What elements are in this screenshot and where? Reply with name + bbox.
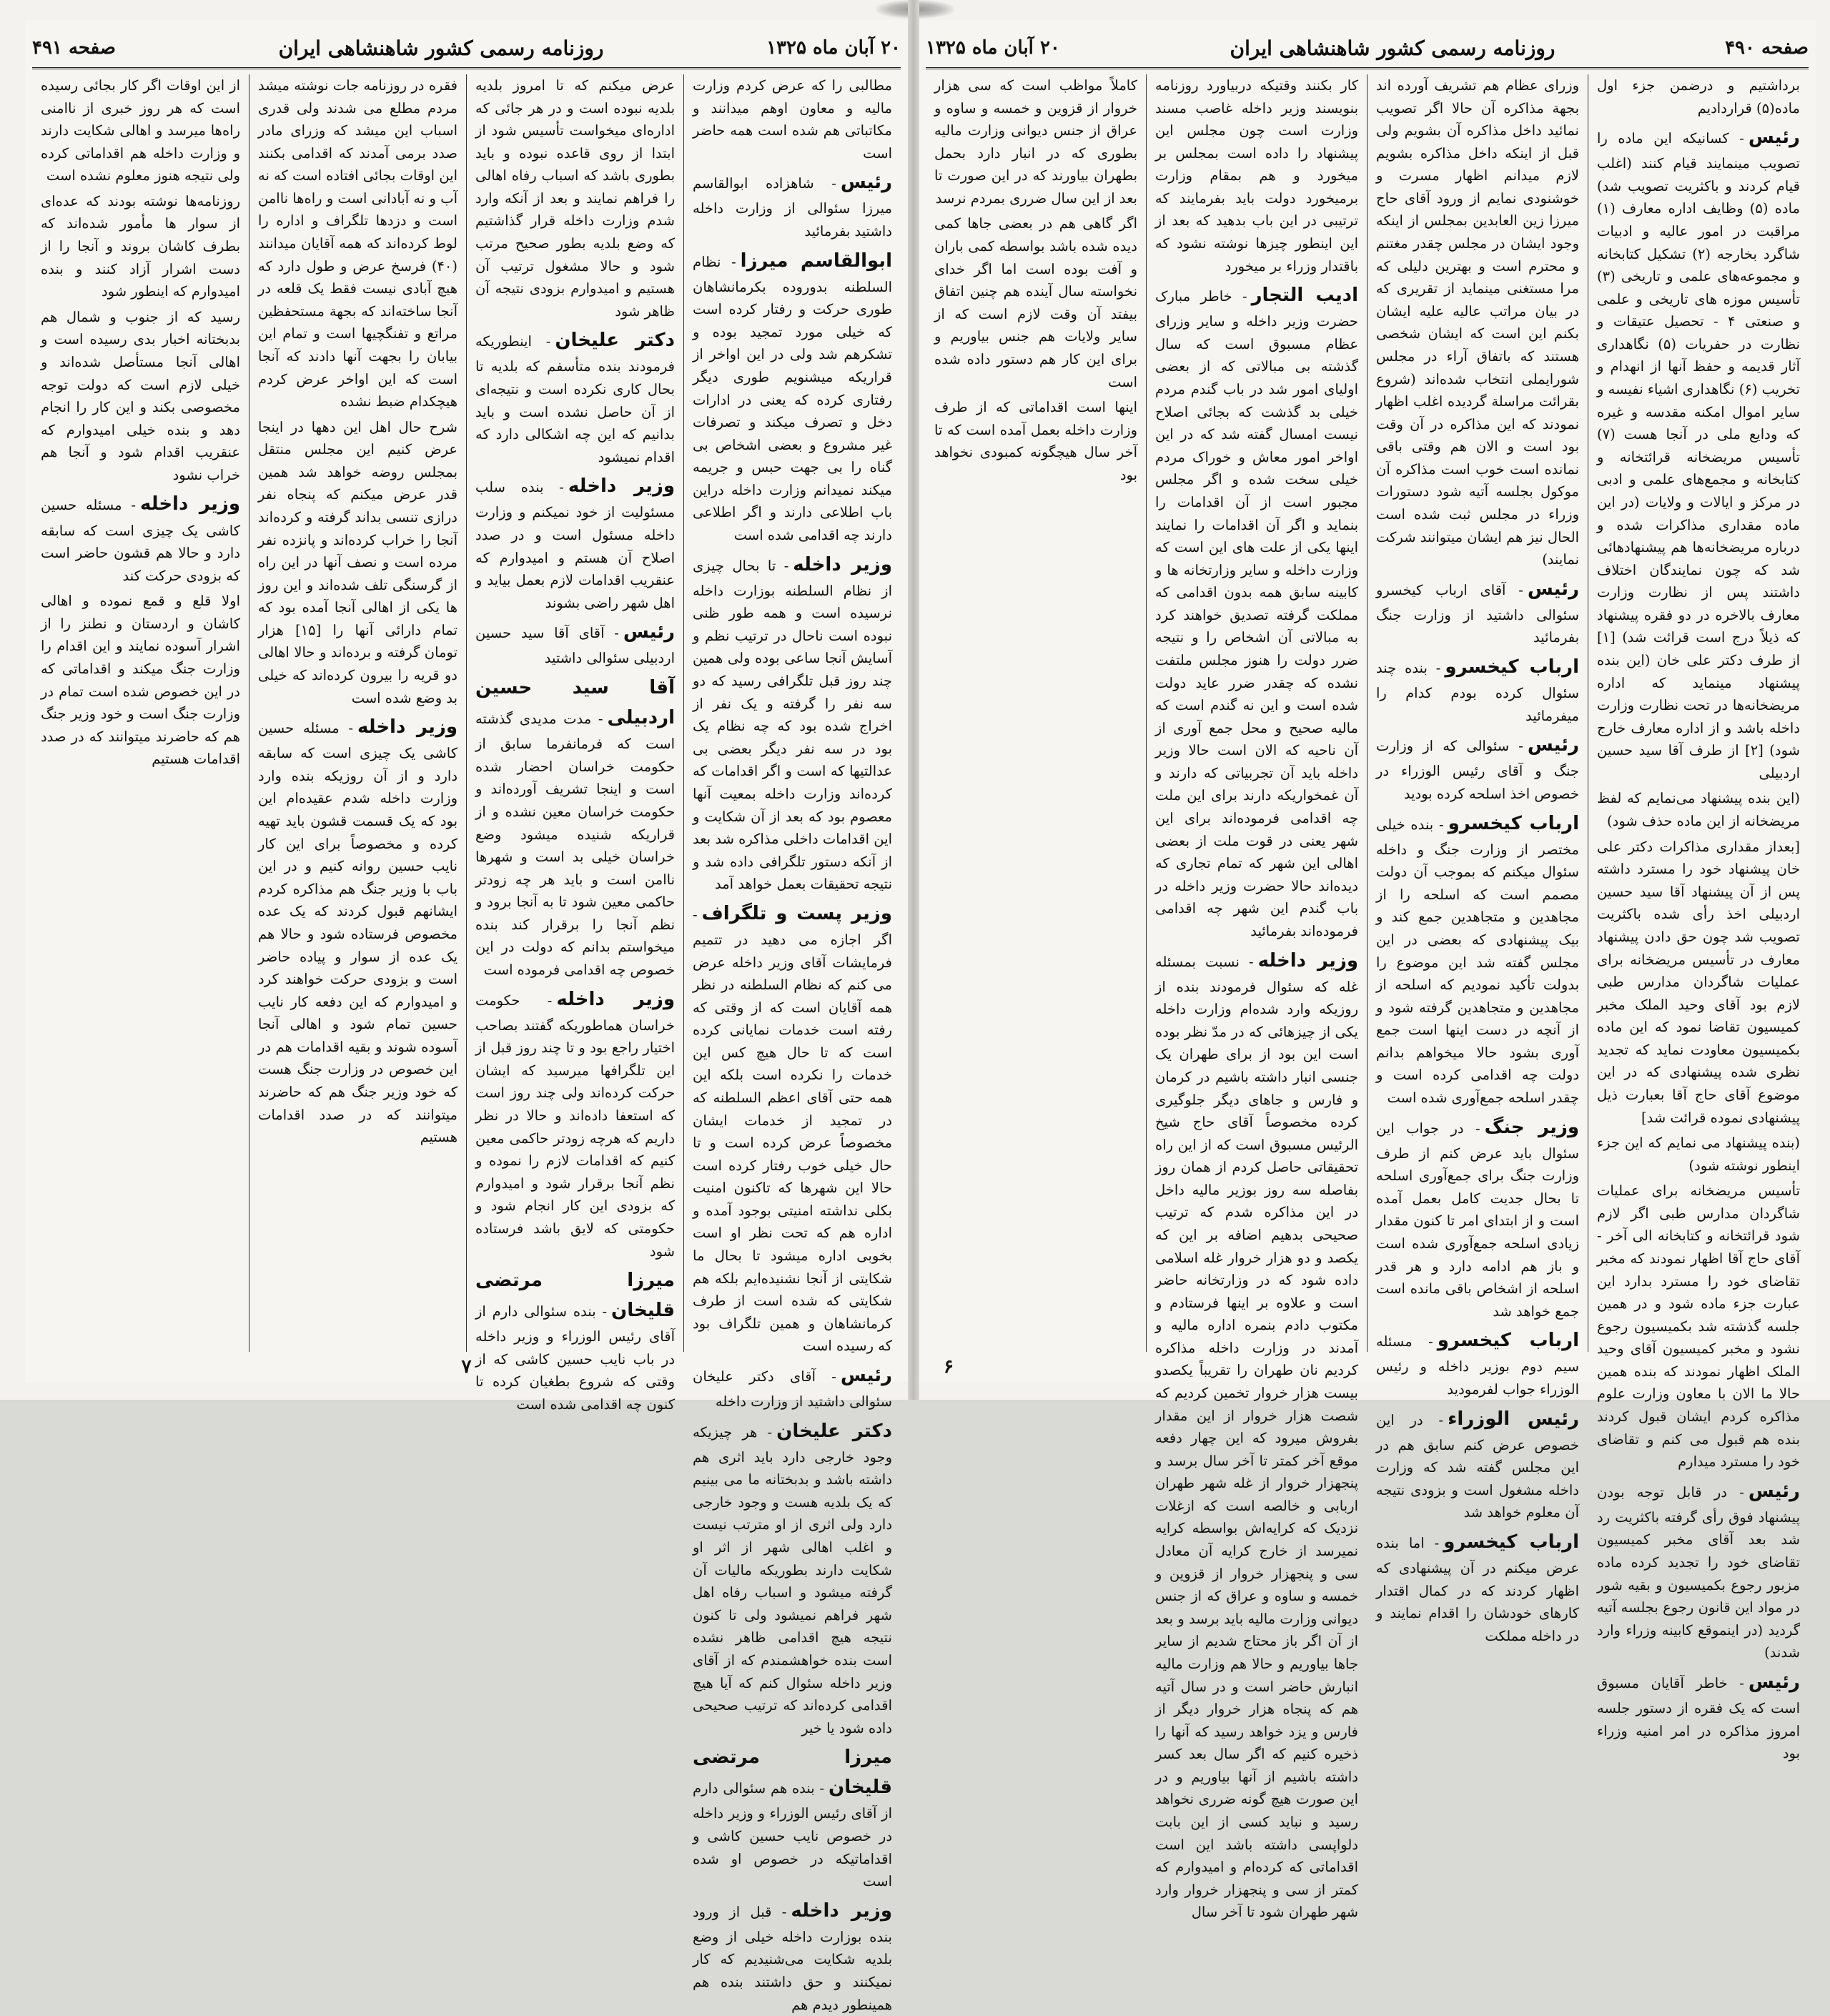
paragraph xyxy=(475,471,675,614)
speaker-name: وزیر داخله xyxy=(556,988,675,1010)
paragraph xyxy=(1376,74,1579,571)
paragraph-text: فقره در روزنامه جات نوشته میشد مردم مطلع می شدند ولی قدری اسباب این میشد که وزرای مادر صدد برمی آمدند که اقدامی بکنند این اوقات بجائی افتاده است که نه آب و نه آبادانی است و راه‌ها ناامن است و دزدها تلگراف و اداره را لوط کرده‌اند که همه آقایان میدانند (۴۰) فرسخ عرض و طول دارد که هیچ آبادی نیست فقط یک قلعه در آنجا ساخته‌اند که بجهة مستحفظین مراتع و تفنگچیها است و تمام این بیابان را بجهت آنها دادند که آنجا است که این اواخر عرض کردم هیچکدام ضبط نشده xyxy=(258,77,458,410)
speaker-name: میرزا مرتضی قلیخان xyxy=(475,1270,675,1322)
text-column xyxy=(683,74,901,2013)
paragraph xyxy=(1376,1112,1579,1323)
speaker-name: ادیب التجار xyxy=(1251,285,1358,307)
paragraph xyxy=(41,590,240,771)
paragraph xyxy=(934,396,1137,486)
speaker-name: رئیس xyxy=(1527,734,1579,756)
folio-left: ۷ xyxy=(461,1356,472,1378)
paragraph xyxy=(258,416,458,710)
paragraph xyxy=(1597,1476,1800,1664)
page-right xyxy=(919,20,1816,1921)
speaker-name: ابوالقاسم میرزا xyxy=(740,249,892,272)
paragraph-text: - بنده هم سئوالی دارم از آقای رئیس الوزراء و وزیر داخله در خصوص نایب حسین کاشی و اقداماتیکه در خصوص او شده است xyxy=(693,1780,892,1890)
paragraph xyxy=(934,74,1137,209)
speaker-name: رئیس xyxy=(840,1364,892,1386)
paragraph xyxy=(693,1896,892,2016)
paragraph-text: اولا قلع و قمع نموده و اهالی کاشان و اردستان و نطنز را از اشرار آسوده نمایند و این اقدام را وزارت جنگ میکند و اقداماتی که در این خصوص شده است تمام در وزارت جنگ است و خود وزیر جنگ هم که حاضرند میتوانند که در صدد اقدامات هستیم xyxy=(41,593,240,768)
paragraph-text: عرض میکنم که تا امروز بلدیه بلدیه نبوده است و در هر جائی که اداره‌ای میخواست تأسیس شود از ابتدا از روی قاعده نبوده و باید بطوری باشد که اسباب رفاه اهالی را فراهم نمایند و بعد از آنکه وارد شدم وزارت داخله قرار گذاشتیم که وضع بلدیه بطور صحیح مرتب شود و حالا مشغول ترتیب آن هستیم و امیدوارم بزودی نتیجه آن ظاهر شود xyxy=(475,77,675,320)
paragraph-text: شرح حال اهل این دهها در اینجا عرض کنیم این مجلس منتقل بمجلس روضه خواهد شد همین قدر عرض میکنم که پنجاه نفر درازی تنسی بداند گرفته و کرده‌اند آنجا را خراب کرده‌اند و پانزده نفر مرده است و نصف آنها در این راه از گرسنگی تلف شده‌اند و این روز ها یکی از اهالی آنجا آمده بود که تمام دارائی آنها را [۱۵] هزار تومان گرفته و برده‌اند و حالا اهالی دو قریه را بیرون کرده‌اند که خیلی بد وضع شده است xyxy=(258,418,458,706)
paragraph-text: - آقای ارباب کیخسرو سئوالی داشتید از وزارت جنگ بفرمائید xyxy=(1376,581,1579,646)
paragraph-text: (این بنده پیشنهاد می‌نمایم که لفظ مریضخانه از این ماده حذف شود) xyxy=(1597,790,1800,830)
paragraph-text: برداشتیم و درضمن جزء اول ماده(۵) قراردادیم xyxy=(1597,77,1800,117)
paragraph xyxy=(1597,1180,1800,1473)
paragraph xyxy=(1597,1132,1800,1177)
paragraph-text: از این اوقات اگر کار بجائی رسیده است که هر روز خبری از ناامنی راه‌ها میرسد و اهالی شکایت دارند و وزارت داخله هم اقداماتی کرده ولی نتیجه هنوز معلوم نشده است xyxy=(41,77,240,184)
paragraph-text: - در جواب این سئوال باید عرض کنم از طرف وزارت جنگ برای جمع‌آوری اسلحه تا بحال جدیت کامل بعمل آمده است و از ابتدای امر تا کنون مقدار زیادی اسلحه جمع‌آوری شده است و باز هم ادامه دارد و هر قدر اسلحه از اشخاص باقی مانده است جمع خواهد شد xyxy=(1376,1120,1579,1320)
paragraph-text: - مدت مدیدی گذشته است که فرمانفرما سابق از حکومت خراسان احضار شده است و اینجا تشریف آورده‌اند و حکومت خراسان معین نشده و از قراریکه شنیده میشود وضع خراسان خیلی بد است و شهرها ناامن است و باید هر چه زودتر حاکمی معین شود تا به آنجا برود و نظم آنجا را برقرار کند بنده میخواستم بدانم که دولت در این خصوص چه اقدامی فرموده است xyxy=(475,711,675,979)
paragraph xyxy=(475,617,675,670)
paragraph xyxy=(475,325,675,468)
paragraph-text: - شاهزاده ابوالقاسم میرزا سئوالی از وزارت داخله داشتید بفرمائید xyxy=(693,175,892,239)
paragraph xyxy=(41,306,240,487)
paragraph-text: تأسیس مریضخانه برای عملیات شاگردان مدارس طبی اگر لازم شود قرائتخانه و کتابخانه الی آخر - آقای حاج آقا اظهار نمودند که مخبر تقاضای خود را مسترد بدارد این عبارت جزء ماده شود و در همین جلسه گذشته شد بکمیسیون رجوع نشود و مخبر کمیسیون آقای وحید الملک اظهار نمودند که بنده همین حالا ما الان با معاون وزارت علوم مذاکره کردم ایشان قبول کردند بنده هم قبول می کنم و تقاضای خود را مسترد میدارم xyxy=(1597,1182,1800,1471)
paragraph-text: - خاطر مبارک حضرت وزیر داخله و سایر وزرای عظام مسبوق است که سال گذشته بی مبالاتی که از بعضی اولیای امور شد در باب گندم مردم خیلی بد گذشت که بجائی اصلاح نیست امسال گفته شد که در این اواخر امور معاش و خوراک مردم خیلی سخت شده و اگر مجلس مجبور است از آن اقدامات را بنماید و اگر آن اقدامات را نمایند اینها یکی از علت های این است که وزارت داخله و سایر وزارتخانه ها و کابینه سابق همه بدون اقدامی که مملکت گرفته تصدیق خواهند کرد به مبالاتی آن اشخاص را و نتیجه ضرر دولت را هنوز مجلس ملتفت نشده که چقدر ضرر عاید دولت شده است و این نه گندم است که مالیه صحیح و محل جمع آوری از آن ناحیه که الان است حالا وزیر داخله باید آن تجربیاتی که دارند و آن غمخواریکه دارند برای این ملت چه اقدامی فرموده‌اند برای این شهر یعنی در قوت ملت از بعضی اهالی این شهر که تمام تجاری که دیده‌اند حالا حضرت وزیر داخله در باب گندم این شهر چه اقدامی فرموده‌اند بفرمائید xyxy=(1155,288,1358,939)
speaker-name: وزیر داخله xyxy=(1257,949,1358,972)
issue-date: ۲۰ آبان ماه ۱۳۲۵ xyxy=(926,37,1060,59)
paragraph xyxy=(1376,574,1579,649)
paragraph-text: - بنده خیلی مختصر از وزارت جنگ و داخله سئوال میکنم که بموجب آن دولت مصمم است که اسلحه را از مجاهدین و متجاهدین جمع کند و بیک پیشنهادی که بعضی در این مجلس گفته شد این موضوع را بدولت تأکید نمودیم که اسلحه از مجاهدین و متجاهدین گرفته شود و از آنچه در دست اینها است جمع آوری بشود حالا میخواهم بدانم دولت چه اقدامی کرده است و چقدر اسلحه جمع‌آوری شده است xyxy=(1376,816,1579,1106)
newspaper-title: روزنامه رسمی کشور شاهنشاهی ایران xyxy=(1230,36,1556,60)
speaker-name: وزیر داخله xyxy=(793,553,893,575)
paragraph xyxy=(475,74,675,322)
text-column xyxy=(249,74,466,1352)
speaker-name: رئیس الوزراء xyxy=(1448,1408,1579,1430)
paragraph xyxy=(1597,122,1800,784)
paragraph xyxy=(693,74,892,164)
paragraph-text: - در قابل توجه بودن پیشنهاد فوق رأی گرفته باکثریت رد شد بعد آقای مخبر کمیسیون تقاضای خود را تجدید کرده ماده مزبور رجوع بکمیسیون و بقیه شور در مواد این قانون رجوع بجلسه آتیه گردید (در اینموقع کابینه وزراء وارد شدند) xyxy=(1597,1483,1800,1661)
paragraph xyxy=(1376,730,1579,805)
paragraph-text: - کسانیکه این ماده را تصویب مینمایند قیام کنند (اغلب قیام کردند و باکثریت تصویب شد) ماده (۵) وظایف اداره معارف (۱) مراقبت در امور عالیه و ادبیات شاگرد بخارجه (۲) تشکیل کتابخانه و مجموعه‌های علمی و تاریخی (۳) تأسیس موزه های تاریخی و علمی و صنعتی ۴ - تحصیل عتیقات و نظارت در حفریات (۵) نگاهداری آثار قدیمه و حفظ آنها از انهدام و تخریب (۶) نگاهداری اشیاء نفیسه و سایر اموال امکنه مقدسه و غیره که ودایع ملی در آنجا هست (۷) تأسیس مریضخانه قرائتخانه و کتابخانه و مجمع‌های علمی و ادبی در مرکز و ایالات و ولایات (در این ماده مقداری مذاکرات شده و درباره مریضخانه‌ها هم پیشنهادهائی شد که چون نمایندگان اختلاف داشتند پس از نظارت وزارت معارف بالاخره در دو فقره پیشنهاد که ذیلاً درج است قرائت شد) [۱] از طرف دکتر علی خان (این بنده پیشنهاد مینماید که اداره مریضخانه‌ها در تحت نظارت وزارت داخله باشد و از اداره معارف خارج شود) [۲] از طرف آقا سید حسین اردبیلی xyxy=(1597,130,1801,781)
page-left xyxy=(25,20,908,2013)
paragraph-text: وزرای عظام هم تشریف آورده اند بجهة مذاکره آن حالا اگر تصویب نمائید داخل مذاکره آن بشویم ولی قبل از اینکه داخل مذاکره بشویم لازم میدانم اظهار مسرت و خوشنودی نمایم از ورود آقای حاج میرزا زین العابدین بمجلس از اینکه وجود ایشان در مجلس چقدر مغتنم و محترم است و بهترین دلیلی که مرا مستغنی مینماید از تقریری که در بیان مراتب عالیه علیه ایشان بکنم این است که ایشان شخصی هستند که باتفاق آراء در مجلس شورایملی انتخاب شده‌اند (شروع بقرائت مراسلة گردیده اغلب اظهار نمودند که این مذاکره در آن وقت بود است و الان هم وقتی باقی نمانده است خوب است مذاکره آن موکول بجلسه آتیه شود دستورات وزراء در مجلس ثبت شده است الحال نیز هم ایشان میتوانند شرکت نمایند) xyxy=(1376,77,1579,568)
paragraph xyxy=(934,212,1137,393)
paragraph-text: - نسبت بمسئله غله که سئوال فرمودند بنده از روزیکه وارد شده‌ام وزارت داخله یکی از چیزهائی که در مدّ نظر بوده است این بود از برای طهران یک جنسی انبار داشته باشیم در کرمان و فارس و جاهای دیگر جلوگیری کرده مخصوصاً آقای حاج شیخ الرئیس مسبوق است که از این راه تحقیقاتی حاصل کردم از همان روز بفاصله سه روز بوزیر مالیه داخل در این مذاکره شدم که ترتیب صحیحی بدهیم اضافه بر این که یکصد و دو هزار خروار غله اسلامی داده شود که در وزارتخانه حاضر است و علاوه بر اینها فرستادم و مکتوب دادم بنمره اداره مالیه و آمدند در وزارت داخله مذاکره کردیم نان طهران را تقریباً یکصدو بیست هزار خروار تخمین کردیم که شصت هزار خروار از این مقدار بفروش میرود که این چهار دفعه موقع آخر کمتر تا آخر سال برسد و پنجهزار خروار از غله شهر طهران اربابی و خالصه است که ازغلات نزدیک که کرایه‌اش بواسطه کرایه نمیرسد از خارج کرایه آن معادل سی و پنجهزار خروار از قزوین و خمسه و ساوه و عراق که از جنس دیوانی وزارت مالیه باید برسد و بعد از آن اگر باز محتاج شدیم از سایر جاها بیاوریم و حالا هم وزارت مالیه انبارش حاضر است و در سال آتیه هم که پنجاه هزار خروار دیگر از فارس و یزد خواهد رسید که آنها را ذخیره کنیم که اگر سال بعد کسر داشته باشیم از آنها بیاوریم و در این صورت هیچ گونه ضرری نخواهد رسید و نباید کسی از این بابت دلواپسی داشته باشد این است اقداماتی که کرده‌ام و امیدوارم که کمتر از سی و پنجهزار خروار وارد شهر طهران شود تا آخر سال xyxy=(1155,953,1358,1921)
newspaper-title: روزنامه رسمی کشور شاهنشاهی ایران xyxy=(278,36,604,60)
paragraph-text: - هر چیزیکه وجود خارجی دارد باید اثری هم داشته باشد و بدبختانه ما می بینیم که یک بلدیه هست و وجود خارجی دارد ولی اثری از او مترتب نیست و اغلب اهالی شهر از اثر او شکایت دارند بطوریکه مالیات آن گرفته میشود و اسباب رفاه اهل شهر فراهم نمیشود ولی تا کنون نتیجه هیچ اقدامی ظاهر نشده است بنده خواهشمندم که از آقای وزیر داخله سئوال کنم که آیا هیچ اقدامی کرده‌اند که ترتیب صحیحی داده شود یا خیر xyxy=(693,1423,892,1736)
paragraph-text: اگر گاهی هم در بعضی جاها کمی دیده شده باشد بواسطه کمی باران و آفت بوده است اما اگر خدای نخواسته سال آینده هم چنین اتفاق بیفتد آن وقت لازم است که از سایر ولایات هم جنس بیاوریم و برای این کار هم دستور داده شده است xyxy=(934,215,1137,390)
running-head-left xyxy=(32,29,901,69)
text-column xyxy=(926,74,1146,1352)
paragraph xyxy=(1155,946,1358,1924)
paragraph-text: - آقای آقا سید حسین اردبیلی سئوالی داشتید xyxy=(475,625,675,667)
folio-right: ۶ xyxy=(944,1356,954,1378)
paragraph-text: [بعداز مقداری مذاکرات دکتر علی خان پیشنهاد خود را مسترد داشته پس از آن پیشنهاد آقا سید حسین اردبیلی اخذ رأی شده باکثریت تصویب شد چون حق دادن پیشنهاد معارف در تأسیس مریضخانه برای عملیات شاگردان مدارس طبی لازم بود آقای وحید الملک مخبر کمیسیون تقاضا نمود که این ماده بکمیسیون معاودت نماید که تجدید نظری شده پیشنهادی که در این موضوع آقای حاج آقا بعبارت ذیل پیشنهادی نموده قرائت شد] xyxy=(1597,838,1800,1126)
running-head-right xyxy=(926,29,1809,69)
paragraph xyxy=(1597,836,1800,1130)
paragraph-text: - سئوالی که از وزارت جنگ و آقای رئیس الوزراء در خصوص اخذ اسلحه کرده بودید xyxy=(1376,738,1579,802)
speaker-name: رئیس xyxy=(1748,1671,1800,1693)
speaker-name: وزیر پست و تلگراف xyxy=(701,902,892,924)
speaker-name: رئیس xyxy=(623,621,675,643)
paragraph xyxy=(258,74,458,413)
paragraph xyxy=(258,712,458,1149)
page-number-label: صفحه ۴۹۱ xyxy=(32,37,116,59)
paragraph-text: - قبل از ورود بنده بوزارت داخله خیلی از وضع بلدیه شکایت می‌شنیدیم که کار نمیکنند و حق داشتند بنده هم همینطور دیدم هم xyxy=(693,1903,892,2013)
paragraph-text: - اگر اجازه می دهید در تتمیم فرمایشات آقای وزیر داخله عرض می کنم که نظام السلطنه در نظر همه آقایان است که از وقتی که رفته است خدمات نمایانی کرده است که تا حال هیچ کس این خدمات را نکرده است بلکه این همه حتی آقای اعظم السلطنه که در تمجید از خدمات ایشان مخصوصاً عرض کرده است و تا حال خیلی خوب رفتار کرده است حالا این شهرها که تاکنون امنیت بکلی نداشته امنیتی بوجود آمده و اداره هم که تحت نظر او است بخوبی اداره میشود تا بحال ما شکایتی از آنجا نشنیده‌ایم بلکه هم شکایتی که شده است از طرف کرمانشاهان و همین تلگراف بود که رسیده است xyxy=(693,906,892,1355)
paragraph-text: رسید که از جنوب و شمال هم بدبختانه اخبار بدی رسیده است و اهالی آنجا مستأصل شده‌اند و خیلی لازم است که دولت توجه مخصوصی بکند و این کار را انجام دهد و بنده خیلی امیدوارم که عنقریب اقدام شود و آنجا هم خراب نشود xyxy=(41,308,240,483)
speaker-name: دکتر علیخان xyxy=(555,330,676,352)
page-number-label: صفحه ۴۹۰ xyxy=(1725,37,1809,59)
paragraph-text: اینها است اقداماتی که از طرف وزارت داخله بعمل آمده است که تا آخر سال هیچگونه کمبودی نخواهد بود xyxy=(934,399,1137,483)
speaker-name: میرزا مرتضی قلیخان xyxy=(693,1746,892,1799)
paragraph-text: - نظام السلطنه بدوروده بکرمانشاهان طوری حرکت و رفتار کرده است که خیلی مورد تمجید بوده و تشکرهم شد ولی در این اواخر از قراریکه میشنویم طوری دیگر رفتاری کرده که یعنی در ادارات دخل و تصرف میکند و تصرفات غیر مشروع و بعضی اشخاص بی گناه را بی جهت حبس و جریمه میکند نمیدانم وزارت داخله دراین باب اطلاعی دارند و اگر اطلاعی دارند چه اقدامی شده است xyxy=(693,253,892,544)
paragraph xyxy=(1376,652,1579,727)
columns-right xyxy=(926,74,1809,1921)
paragraph xyxy=(1376,809,1579,1110)
columns-left xyxy=(32,74,901,2013)
paragraph xyxy=(1597,74,1800,119)
paragraph-text: (بنده پیشنهاد می نمایم که این جزء اینطور نوشته شود) xyxy=(1597,1135,1800,1174)
paragraph xyxy=(1155,74,1358,277)
paragraph xyxy=(1597,1667,1800,1765)
speaker-name: وزیر داخله xyxy=(139,493,240,515)
issue-date: ۲۰ آبان ماه ۱۳۲۵ xyxy=(766,37,901,59)
paragraph xyxy=(1376,1527,1579,1647)
paragraph-text: کاملاً مواظب است که سی هزار خروار از قزوین و خمسه و ساوه و عراق از جنس دیوانی وزارت مالیه بطوری که در انبار دارد بحمل بطهران بیاورند که در این صورت تا بعد از این سال ضرری بمردم نرسد xyxy=(934,77,1137,207)
paragraph xyxy=(41,489,240,587)
paragraph-text: - آقای دکتر علیخان سئوالی داشتید از وزارت داخله xyxy=(693,1368,892,1410)
speaker-name: وزیر جنگ xyxy=(1484,1116,1579,1138)
paragraph xyxy=(693,167,892,242)
paragraph xyxy=(693,246,892,547)
speaker-name: ارباب کیخسرو xyxy=(1448,812,1579,834)
paragraph-text: - حکومت خراسان هماطوریکه گفتند بصاحب اختیار راجع بود و تا چند روز قبل از این تلگرافها میرسید که ایشان حرکت کرده‌اند ولی چند روز است که استعفا داده‌اند و حالا در نظر داریم که هرچه زودتر حاکمی معین کنیم که اقدامات لازم را نموده و نظم آنجا برقرار شود و امیدوارم که بزودی این کار انجام شود و حکومتی که لایق باشد فرستاده شود xyxy=(475,992,675,1260)
paragraph-text: - مسئله حسین کاشی یک چیزی است که سابقه دارد و حالا هم قشون حاضر است که بزودی حرکت کند xyxy=(41,497,240,584)
paragraph-text: - در این خصوص عرض کنم سابق هم در این مجلس گفته شد که وزارت داخله مشغول است و بزودی نتیجه آن معلوم خواهد شد xyxy=(1376,1411,1579,1521)
speaker-name: ارباب کیخسرو xyxy=(1443,1531,1579,1553)
text-column xyxy=(466,74,683,1413)
paragraph-text: - اینطوریکه فرمودند بنده متأسفم که بلدیه تا بحال کاری نکرده است و نتیجه‌ای از آن حاصل نشده است و باید بدانیم که این چه اشکالی دارد که اقدام نمیشود xyxy=(475,333,675,465)
paragraph-text: - مسئله سیم دوم بوزیر داخله و رئیس الوزراء جواب لفرمودید xyxy=(1376,1333,1579,1398)
paragraph xyxy=(693,550,892,896)
speaker-name: دکتر علیخان xyxy=(776,1420,892,1442)
paragraph xyxy=(693,899,892,1358)
paragraph-text: - بنده سلب مسئولیت از خود نمیکنم و وزارت داخله مسئول است و در صدد اصلاح آن هستم و امیدوارم که عنقریب اقدامات لازم بعمل بیاید و اهل شهر راضی بشوند xyxy=(475,479,675,611)
paragraph xyxy=(475,673,675,982)
text-column xyxy=(1367,74,1588,1644)
page-gutter xyxy=(908,0,919,1400)
speaker-name: رئیس xyxy=(1748,127,1800,149)
paragraph xyxy=(41,74,240,187)
speaker-name: وزیر داخله xyxy=(568,475,675,498)
paragraph-text: - بنده چند سئوال کرده بودم کدام را میفرمائید xyxy=(1376,659,1579,724)
speaker-name: رئیس xyxy=(1748,1480,1800,1502)
paragraph xyxy=(1376,1404,1579,1524)
paragraph-text: کار بکنند وقتیکه دربیاورد روزنامه بنویسند وزیر داخله غاصب مسند وزارت است چون مجلس این پیشنهاد را داده است بمجلس بر میخورد و هم بمقام وزارت برمیخورد دولت باید بفرمایند که ترتیبی در این باب بدهید که بعد از این اینطور چیزها نوشته نشود که باقتدار وزراء بر میخورد xyxy=(1155,77,1358,275)
speaker-name: ارباب کیخسرو xyxy=(1437,1330,1579,1352)
paragraph xyxy=(1155,280,1358,942)
speaker-name: وزیر داخله xyxy=(791,1899,892,1922)
speaker-name: آقا سید حسین اردبیلی xyxy=(475,677,675,729)
paragraph xyxy=(1597,787,1800,832)
paragraph-text: - خاطر آقایان مسبوق است که یک فقره از دستور جلسه امروز مذاکره در امر امنیه وزراء بود xyxy=(1597,1674,1800,1762)
paragraph xyxy=(41,190,240,303)
paragraph xyxy=(693,1742,892,1893)
speaker-name: رئیس xyxy=(1527,578,1579,600)
paragraph-text: - مسئله حسین کاشی یک چیزی است که سابقه دارد و از آن روزیکه بنده وارد وزارت داخله شدم عقیده‌ام این بود که یک قسمت قشون باید تهیه کرده و مخصوصاً برای این کار نایب حسین روانه کنیم و در این باب با وزیر جنگ هم مذاکره کردم ایشانهم قبول کردند که یک عده مخصوص فرستاده شود و حالا هم یک عده از سوار و پیاده حاضر است و بزودی حرکت خواهند کرد و امیدوارم که این دفعه کار نایب حسین تمام شود و اهالی آنجا آسوده شوند و بقیه اقدامات هم در این خصوص در وزارت جنگ هست که خود وزیر جنگ هم که حاضرند میتوانند که در صدد اقدامات هستیم xyxy=(258,720,458,1146)
text-column xyxy=(1588,74,1809,1762)
speaker-name: ارباب کیخسرو xyxy=(1445,656,1579,678)
paragraph-text: - اما بنده عرض میکنم در آن پیشنهادی که اظهار کردند که در کمال اقتدار کارهای خودشان را اقدام نمایند و در داخله مملکت xyxy=(1376,1534,1579,1644)
text-column xyxy=(32,74,249,1352)
paragraph xyxy=(475,1265,675,1416)
paragraph xyxy=(475,984,675,1263)
speaker-name: رئیس xyxy=(840,172,892,194)
paragraph xyxy=(693,1416,892,1740)
text-column xyxy=(1146,74,1367,1921)
paragraph-text: - بنده سئوالی دارم از آقای رئیس الوزراء و وزیر داخله در باب نایب حسین کاشی که از وقتی که شروع بطغیان کرده تا کنون چه اقدامی شده است xyxy=(475,1303,675,1413)
paragraph-text: روزنامه‌ها نوشته بودند که عده‌ای از سوار ها مأمور شده‌اند که بطرف کاشان بروند و آنجا را از دست اشرار آزاد کنند و بنده امیدوارم که اینطور شود xyxy=(41,192,240,300)
paragraph-text: مطالبی را که عرض کردم وزارت مالیه و معاون اوهم میدانند و مکاتباتی هم شده است همه حاضر است xyxy=(693,77,892,162)
paragraph-text: - تا بحال چیزی از نظام السلطنه بوزارت داخله نرسیده است و همه طور ظنی نبوده است ناحال در ترتیب نظم و آسایش آنجا ساعی بوده ولی همین چند روز قبل تلگرافی رسید که دو سه نفر را گرفته و یک نفر از اخراج شده بود که چه نظام یک بود در سه نفر دیگر بعضی بی عدالتیها که است و اگر اقدامات که کرده‌اند وزارت داخله بمعیت آنها معصوم بود که بعد از آن شکایت و این اقدامات داخلی مذاکره شد بعد از آنکه دستور تلگرافی داده شد و نتیجه تحقیقات بعمل خواهد آمد xyxy=(693,557,892,893)
speaker-name: وزیر داخله xyxy=(357,716,458,738)
